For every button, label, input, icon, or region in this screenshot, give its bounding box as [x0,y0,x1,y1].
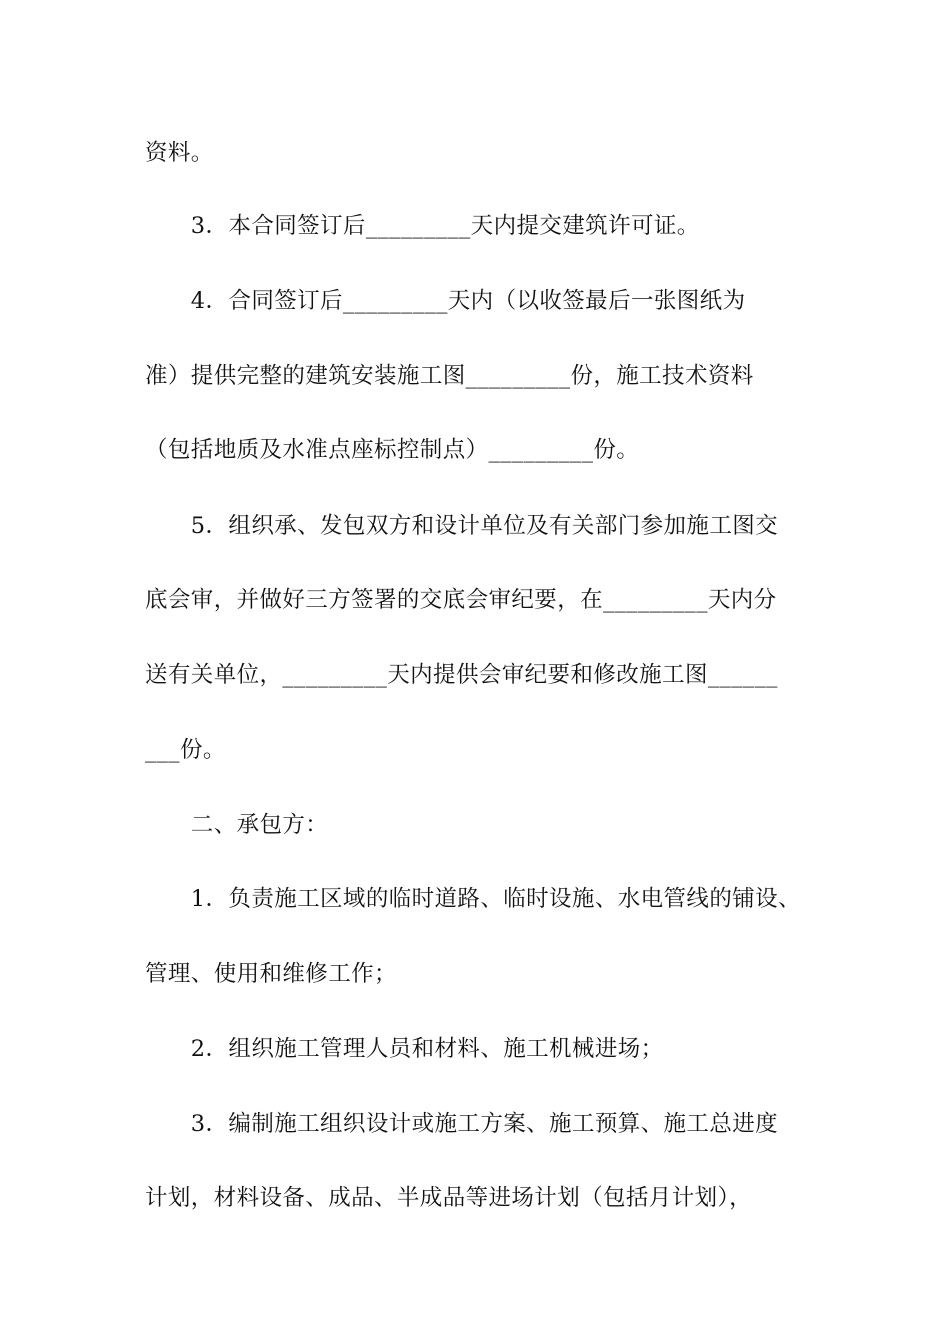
text-line: ___份。 [145,737,226,763]
text-line: 准）提供完整的建筑安装施工图_________份，施工技术资料 [145,363,754,389]
section-heading: 二、承包方： [145,812,329,838]
text-line: 2．组织施工管理人员和材料、施工机械进场； [145,1036,664,1062]
text-line: 5．组织承、发包双方和设计单位及有关部门参加施工图交 [145,513,779,539]
text-line: 3．本合同签订后_________天内提交建筑许可证。 [145,213,700,239]
text-line: 资料。 [145,140,214,166]
text-line: 送有关单位，_________天内提供会审纪要和修改施工图______ [145,662,778,688]
text-line: （包括地质及水准点座标控制点）_________份。 [145,437,640,463]
text-line: 管理、使用和维修工作； [145,961,397,987]
text-line: 底会审，并做好三方签署的交底会审纪要，在_________天内分 [145,587,777,613]
text-line: 4．合同签订后_________天内（以收签最后一张图纸为 [145,288,746,314]
text-line: 3．编制施工组织设计或施工方案、施工预算、施工总进度 [145,1111,779,1137]
text-line: 计划，材料设备、成品、半成品等进场计划（包括月计划）， [145,1185,753,1211]
text-line: 1．负责施工区域的临时道路、临时设施、水电管线的铺设、 [145,886,801,912]
